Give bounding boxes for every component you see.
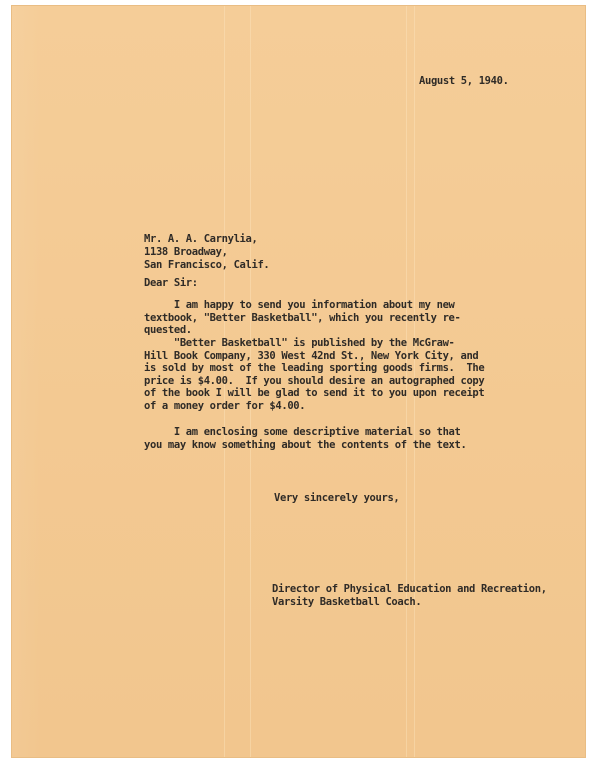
closing: Very sincerely yours, xyxy=(274,492,400,504)
recipient-address xyxy=(144,233,269,272)
paragraph-line: is sold by most of the leading sporting goods firms. The xyxy=(144,362,485,375)
paragraph-2 xyxy=(144,337,484,413)
paragraph-line: I am enclosing some descriptive material so that xyxy=(144,426,461,438)
paragraph-3 xyxy=(144,426,466,451)
paragraph-line: quested. xyxy=(144,324,192,337)
address-line: San Francisco, Calif. xyxy=(144,259,270,271)
paragraph-line: textbook, "Better Basketball", which you recently re- xyxy=(144,311,461,324)
paragraph-line: of the book I will be glad to send it to you upon receipt xyxy=(144,387,485,400)
paragraph-line: Hill Book Company, 330 West 42nd St., New York City, and xyxy=(144,349,479,362)
paragraph-line: price is $4.00. If you should desire an autographed copy xyxy=(144,374,485,387)
paragraph-1 xyxy=(144,299,461,337)
address-line: Mr. A. A. Carnylia, xyxy=(144,233,258,245)
address-line: 1138 Broadway, xyxy=(144,246,228,258)
signature-line: Varsity Basketball Coach. xyxy=(272,595,422,608)
letter-date: August 5, 1940. xyxy=(419,75,509,87)
salutation: Dear Sir: xyxy=(144,277,198,289)
paragraph-line: of a money order for $4.00. xyxy=(144,399,306,412)
letter-page xyxy=(12,6,585,757)
paragraph-line: you may know something about the contents of the text. xyxy=(144,438,467,451)
signature-block xyxy=(272,583,547,608)
paragraph-line: "Better Basketball" is published by the McGraw- xyxy=(144,337,455,349)
signature-line: Director of Physical Education and Recreation, xyxy=(272,583,547,595)
paragraph-line: I am happy to send you information about my new xyxy=(144,299,455,311)
